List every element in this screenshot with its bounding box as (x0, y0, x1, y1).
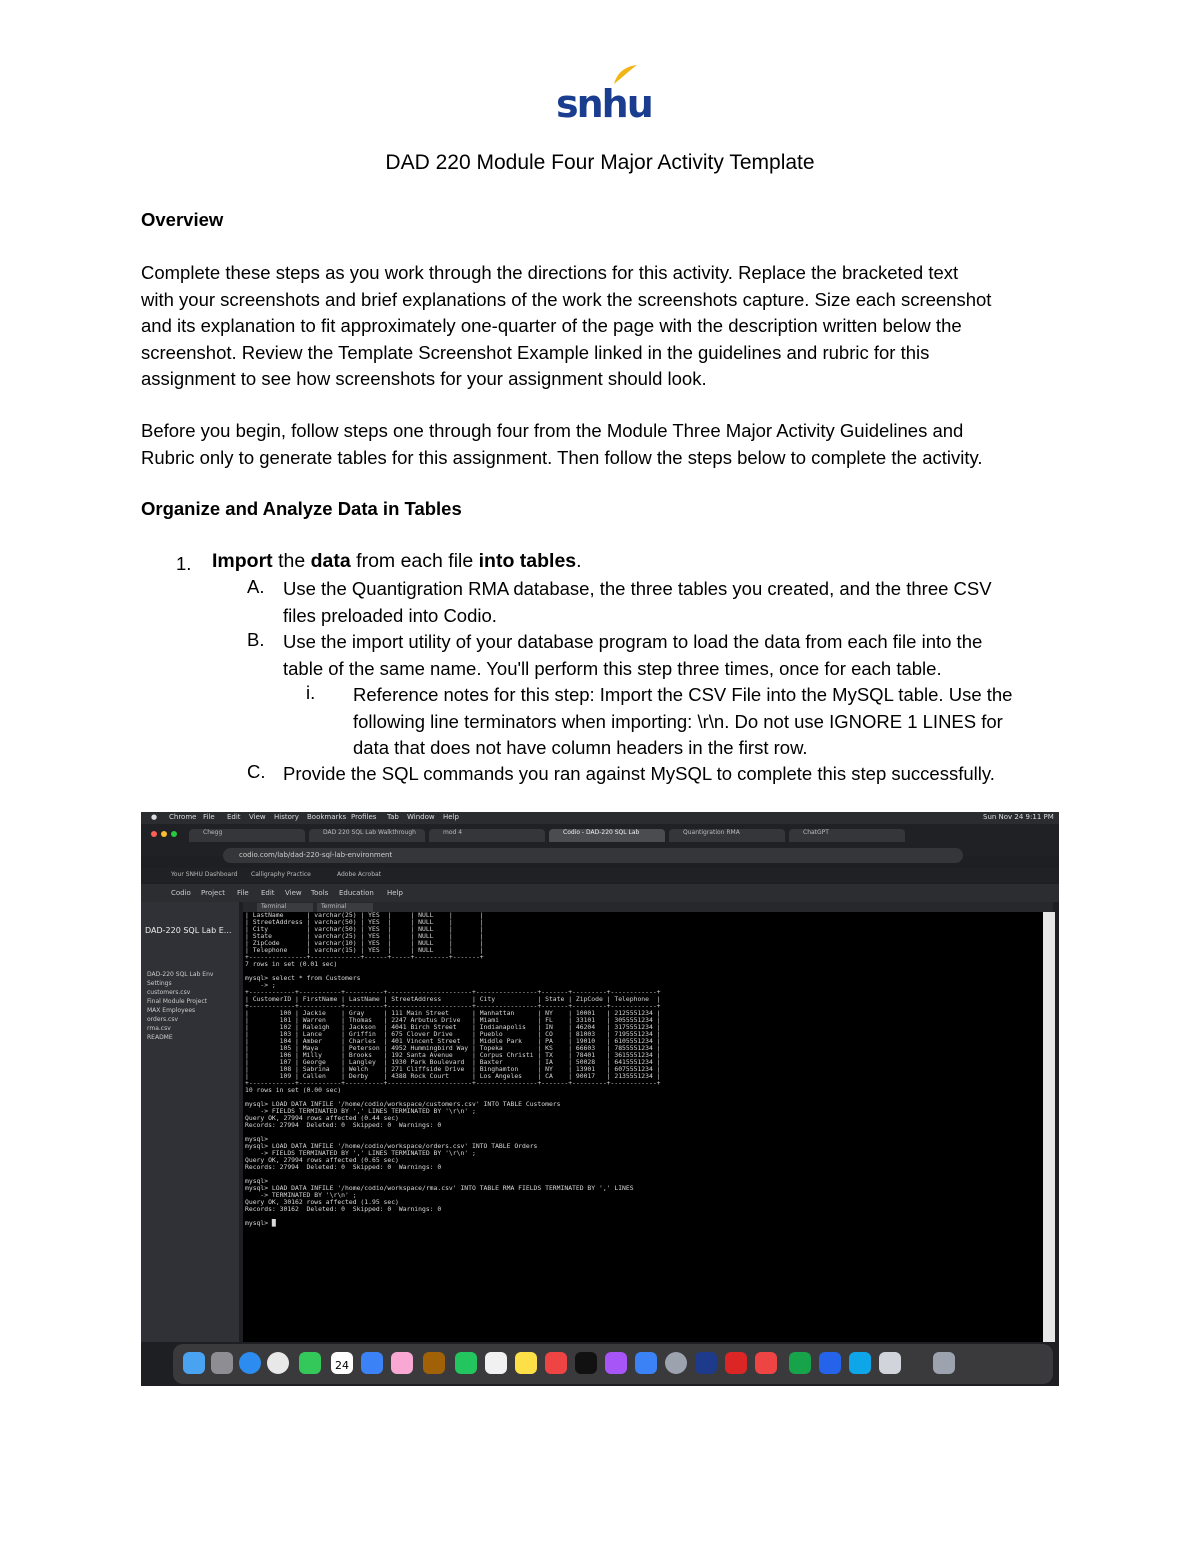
file-item: DAD-220 SQL Lab Env (147, 971, 214, 978)
substep-c-text: Provide the SQL commands you ran against MySQL to complete this step successfully. (283, 763, 995, 784)
substep-letter: A. (247, 576, 265, 597)
terminal-line: mysql> LOAD DATA INFILE '/home/codio/workspace/rma.csv' INTO TABLE RMA FIELDS TERMINATED BY ',' LINES (245, 1184, 634, 1192)
browser-tab: Quantigration RMA (669, 829, 785, 842)
menu-item: Help (443, 813, 459, 821)
terminal-line: mysql> LOAD DATA INFILE '/home/codio/workspace/orders.csv' INTO TABLE Orders (245, 1142, 538, 1150)
terminal-line: | 101 | Warren | Thomas | 2247 Arbutus Drive | Miami | FL | 33101 | 3055551234 | (245, 1016, 661, 1024)
terminal-line: Query OK, 30162 rows affected (1.95 sec) (245, 1198, 399, 1206)
browser-tab: mod 4 (429, 829, 545, 842)
terminal-line: +------------+-----------+----------+----------------------+----------------+-------+---------+------------+ (245, 1079, 661, 1087)
terminal-tabs (243, 902, 1053, 912)
terminal-line: +------------+-----------+----------+----------------------+----------------+-------+---------+------------+ (245, 1002, 661, 1010)
finder-icon (183, 1352, 205, 1374)
terminal-line: -> FIELDS TERMINATED BY ',' LINES TERMINATED BY '\r\n' ; (245, 1149, 476, 1157)
apple-icon: ● (151, 813, 158, 821)
music-icon (545, 1352, 567, 1374)
close-dot (151, 831, 157, 837)
menu-item: Chrome (169, 813, 197, 821)
terminal-line: mysql> select * from Customers (245, 974, 361, 982)
substep-a-text: Use the Quantigration RMA database, the three tables you created, and the three CSV files preloaded into Codio. (283, 578, 992, 626)
tv-icon (575, 1352, 597, 1374)
preview-icon (879, 1352, 901, 1374)
file-item: rma.csv (147, 1025, 171, 1032)
terminal-line: | 100 | Jackie | Gray | 111 Main Street | Manhattan | NY | 10001 | 2125551234 | (245, 1009, 661, 1017)
terminal-line: -> FIELDS TERMINATED BY ',' LINES TERMINATED BY '\r\n' ; (245, 1107, 476, 1115)
shield-icon (695, 1352, 717, 1374)
terminal-line: mysql> █ (245, 1219, 276, 1227)
zoom-dot (171, 831, 177, 837)
file-item: Settings (147, 980, 172, 987)
substep-i-text: Reference notes for this step: Import the CSV File into the MySQL table. Use the following line terminators when importing: \r\n. Do not use IGNORE 1 LINES for data that does not have column headers in the first row. (353, 684, 1013, 758)
logo-text: snhu (556, 82, 652, 126)
terminal-tab: Terminal (257, 903, 313, 912)
terminal-line: Records: 27994 Deleted: 0 Skipped: 0 Warnings: 0 (245, 1121, 442, 1129)
project-title: DAD-220 SQL Lab E... (145, 926, 232, 935)
codio-menu-item: Help (387, 889, 403, 897)
terminal-output (243, 912, 1043, 1342)
terminal-line: | ZipCode | varchar(10) | YES | | NULL | | (245, 939, 484, 947)
terminal-line (245, 1213, 1043, 1220)
menu-item: Window (407, 813, 435, 821)
codio-menu-item: Education (339, 889, 374, 897)
terminal-line: -> ; (245, 981, 276, 989)
terminal-line: | State | varchar(25) | YES | | NULL | | (245, 932, 484, 940)
terminal-line: mysql> (245, 1177, 269, 1185)
terminal-line: Query OK, 27994 rows affected (0.44 sec) (245, 1114, 399, 1122)
file-list (147, 970, 213, 1042)
substep-b-text: Use the import utility of your database program to load the data from each file into the table of the same name. You'll perform this step three times, once for each table. (283, 631, 983, 679)
terminal-line: | 109 | Callen | Derby | 4388 Rock Court | Los Angeles | CA | 90017 | 2135551234 | (245, 1072, 661, 1080)
file-item: MAX Employees (147, 1007, 196, 1014)
trash-icon (933, 1352, 955, 1374)
podcasts-icon (605, 1352, 627, 1374)
terminal-line: 7 rows in set (0.01 sec) (245, 960, 338, 968)
launchpad-icon (211, 1352, 233, 1374)
codio-menu-item: View (285, 889, 302, 897)
overview-paragraph (141, 260, 1061, 393)
app-icon (755, 1352, 777, 1374)
terminal-line: Query OK, 27994 rows affected (0.65 sec) (245, 1156, 399, 1164)
substep-letter: B. (247, 629, 265, 650)
terminal-line: | LastName | varchar(25) | YES | | NULL | | (245, 912, 484, 919)
app-store-icon (635, 1352, 657, 1374)
text-line: Before you begin, follow steps one through four from the Module Three Major Activity Guidelines and (141, 420, 964, 441)
substep-roman: i. (306, 682, 316, 703)
terminal-line: | 107 | George | Langley | 1930 Park Boulevard | Baxter | IA | 50028 | 6415551234 | (245, 1058, 661, 1066)
file-sidebar (141, 902, 239, 1342)
calendar-icon: 24 (331, 1352, 353, 1374)
file-item: Final Module Project (147, 998, 207, 1005)
terminal-line: mysql> LOAD DATA INFILE '/home/codio/workspace/customers.csv' INTO TABLE Customers (245, 1100, 561, 1108)
text-line: Rubric only to generate tables for this assignment. Then follow the steps below to complete the activity. (141, 446, 983, 468)
safari-icon (239, 1352, 261, 1374)
terminal-screenshot (141, 812, 1059, 1386)
messages-icon (299, 1352, 321, 1374)
terminal-line (245, 968, 1043, 975)
terminal-line: | 106 | Milly | Brooks | 192 Santa Avenue | Corpus Christi | TX | 78401 | 3615551234 | (245, 1051, 661, 1059)
text-line: assignment to see how screenshots for your assignment should look. (141, 368, 707, 389)
menu-item: Tab (387, 813, 399, 821)
settings-icon (665, 1352, 687, 1374)
menu-item: Edit (227, 813, 241, 821)
terminal-line: | City | varchar(50) | YES | | NULL | | (245, 925, 484, 933)
page-title: DAD 220 Module Four Major Activity Template (385, 151, 815, 174)
bookmark: Your SNHU Dashboard (171, 871, 238, 878)
terminal-tab: Terminal (317, 903, 373, 912)
bookmark: Adobe Acrobat (337, 871, 382, 878)
step-1-text: Import the data from each file into tables. (212, 550, 582, 572)
browser-tab: ChatGPT (789, 829, 905, 842)
overview-heading: Overview (141, 209, 224, 230)
facetime-icon (455, 1352, 477, 1374)
menu-item: Profiles (351, 813, 377, 821)
macos-dock (173, 1344, 1053, 1384)
section-heading: Organize and Analyze Data in Tables (141, 498, 462, 519)
menu-item: File (203, 813, 215, 821)
file-item: README (147, 1034, 173, 1041)
codio-menu-bar (141, 884, 1059, 902)
text-line: with your screenshots and brief explanations of the work the screenshots capture. Size each screenshot (141, 288, 992, 310)
photos-icon (391, 1352, 413, 1374)
terminal-line: -> TERMINATED BY '\r\n' ; (245, 1191, 357, 1199)
reminders-icon (485, 1352, 507, 1374)
step-number: 1. (176, 553, 192, 574)
terminal-line: Records: 30162 Deleted: 0 Skipped: 0 Warnings: 0 (245, 1205, 442, 1213)
terminal-line: +---------------+-------------+------+-----+---------+-------+ (245, 953, 484, 961)
terminal-line: | 108 | Sabrina | Welch | 271 Cliffside Drive | Binghamton | NY | 13901 | 6075551234 | (245, 1065, 661, 1073)
mail-icon (361, 1352, 383, 1374)
browser-tab: Chegg (189, 829, 305, 842)
terminal-line: 10 rows in set (0.00 sec) (245, 1086, 342, 1094)
terminal-line: mysql> (245, 1135, 269, 1143)
word-icon (819, 1352, 841, 1374)
outlook-icon (849, 1352, 871, 1374)
terminal-line: +------------+-----------+----------+----------------------+----------------+-------+---------+------------+ (245, 988, 661, 996)
terminal-line: Records: 27994 Deleted: 0 Skipped: 0 Warnings: 0 (245, 1163, 442, 1171)
terminal-line (245, 1129, 1043, 1136)
codio-menu-item: Edit (261, 889, 275, 897)
youtube-icon (725, 1352, 747, 1374)
terminal-line: | CustomerID | FirstName | LastName | StreetAddress | City | State | ZipCode | Telephone | (245, 995, 661, 1003)
terminal-line: | Telephone | varchar(15) | YES | | NULL | | (245, 946, 484, 954)
codio-menu-item: Project (201, 889, 225, 897)
excel-icon (789, 1352, 811, 1374)
menu-item: History (274, 813, 299, 821)
bookmark: Calligraphy Practice (251, 871, 311, 878)
text-line: Complete these steps as you work through the directions for this activity. Replace the bracketed text (141, 262, 959, 283)
clock: Sun Nov 24 9:11 PM (983, 813, 1054, 821)
macos-menubar (141, 812, 1059, 824)
browser-tab: DAD 220 SQL Lab Walkthrough (309, 829, 425, 842)
codio-menu-item: Codio (171, 889, 191, 897)
codio-menu-item: File (237, 889, 249, 897)
menu-item: Bookmarks (307, 813, 347, 821)
terminal-scrollbar (1043, 912, 1055, 1342)
snhu-logo (556, 64, 652, 126)
bookmarks-bar (141, 868, 1059, 882)
substep-letter: C. (247, 761, 266, 782)
minimize-dot (161, 831, 167, 837)
text-line: screenshot. Review the Template Screenshot Example linked in the guidelines and rubric for this (141, 341, 930, 363)
before-paragraph (141, 418, 1061, 471)
browser-tab-active: Codio - DAD-220 SQL Lab (549, 829, 665, 842)
contacts-icon (423, 1352, 445, 1374)
chrome-icon (267, 1352, 289, 1374)
terminal-line (245, 1171, 1043, 1178)
terminal-line: | 102 | Raleigh | Jackson | 4041 Birch Street | Indianapolis | IN | 46204 | 3175551234 | (245, 1023, 661, 1031)
terminal-line: | 103 | Lance | Griffin | 675 Clover Drive | Pueblo | CO | 81003 | 7195551234 | (245, 1030, 661, 1038)
terminal-line: | 104 | Amber | Charles | 401 Vincent Street | Middle Park | PA | 19010 | 6105551234 | (245, 1037, 661, 1045)
menu-item: View (249, 813, 266, 821)
address-bar: codio.com/lab/dad-220-sql-lab-environment (223, 848, 963, 863)
codio-menu-item: Tools (311, 889, 329, 897)
terminal-line: | StreetAddress | varchar(50) | YES | | NULL | | (245, 918, 484, 926)
text-line: and its explanation to fit approximately one-quarter of the page with the description written below the (141, 315, 962, 336)
file-item: orders.csv (147, 1016, 179, 1023)
terminal-line: | 105 | Maya | Peterson | 4952 Hummingbird Way | Topeka | KS | 66603 | 7855551234 | (245, 1044, 661, 1052)
notes-icon (515, 1352, 537, 1374)
file-item: customers.csv (147, 989, 191, 996)
